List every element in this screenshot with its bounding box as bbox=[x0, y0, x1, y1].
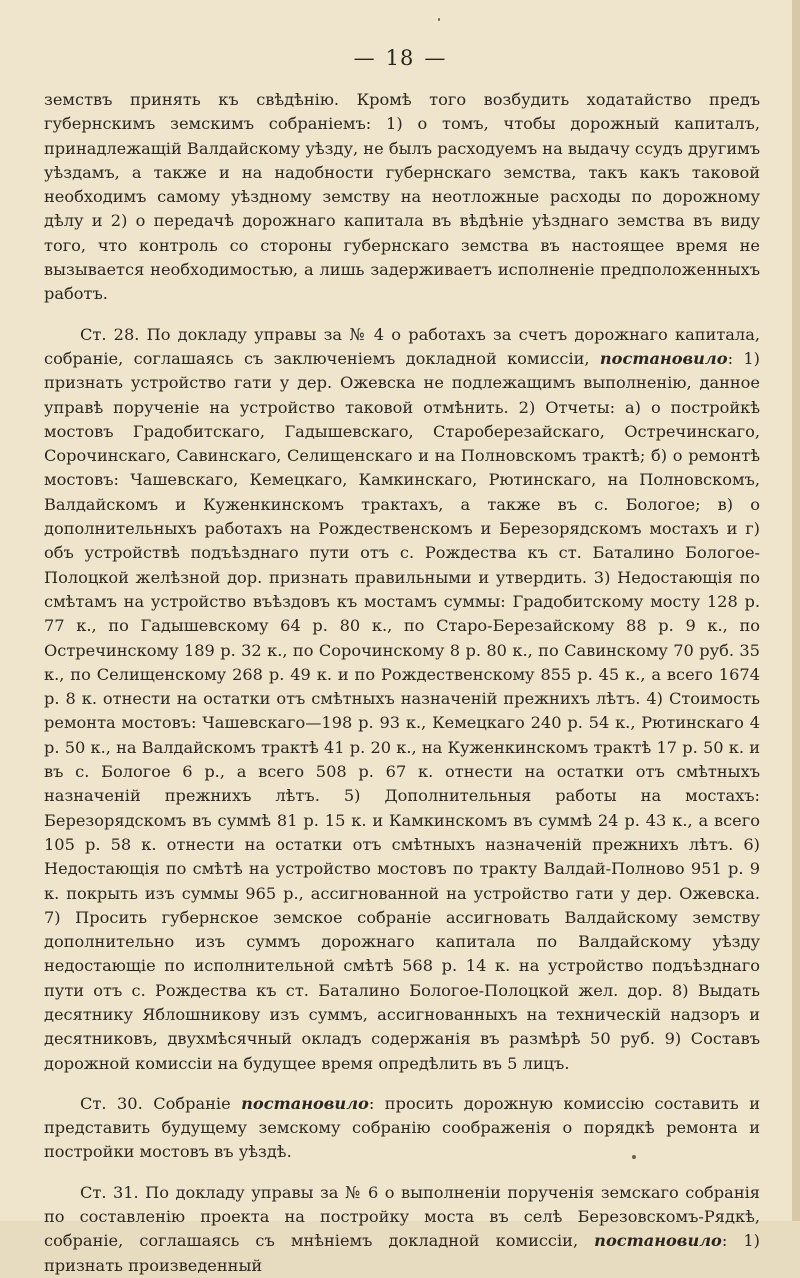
ink-speck bbox=[632, 1155, 636, 1159]
paragraph-text: Ст. 28. По докладу управы за № 4 о работахъ за счетъ дорожнаго капитала, собраніе, соглашаясь съ заключеніемъ докладной комиссіи, bbox=[44, 324, 760, 368]
paragraph-text: : 1) признать устройство гати у дер. Ожевска не подлежащимъ выполненію, данное управѣ порученіе на устройство таковой отмѣнить. 2) Отчеты: а) о постройкѣ мостовъ Градобитскаго, Гадышевскаго, Староберезайскаго, Остречинскаго, Сорочинскаго, Савинскаго, Селищенскаго и на Полновскомъ трактѣ; б) о ремонтѣ мостовъ: Чашевскаго, Кемецкаго, Камкинскаго, Рютинскаго, на Полновскомъ, Валдайскомъ и Куженкинскомъ трактахъ, а также въ с. Бологое; в) о дополнительныхъ работахъ на Рождественскомъ и Березорядскомъ мостахъ и г) объ устройствѣ подъѣзднаго пути отъ с. Рождества къ ст. Баталино Бологое-Полоцкой желѣзной дор. признать правильными и утвердить. 3) Недостающія по смѣтамъ на устройство въѣздовъ къ мостамъ суммы: Градобитскому мосту 128 р. 77 к., по Гадышевскому 64 р. 80 к., по Старо-Березайскому 88 р. 9 к., по Остречинскому 189 р. 32 к., по Сорочинскому 8 р. 80 к., по Савинскому 70 руб. 35 к., по Селищенскому 268 р. 49 к. и по Рождественскому 855 р. 45 к., а всего 1674 р. 8 к. отнести на остатки отъ смѣтныхъ назначеній прежнихъ лѣтъ. 4) Стоимость ремонта мостовъ: Чашевскаго—198 р. 93 к., Кемецкаго 240 р. 54 к., Рютинскаго 4 р. 50 к., на Валдайскомъ трактѣ 41 р. 20 к., на Куженкинскомъ трактѣ 17 р. 50 к. и въ с. Бологое 6 р., а всего 508 р. 67 к. отнести на остатки отъ смѣтныхъ назначеній прежнихъ лѣтъ. 5) Дополнительныя работы на мостахъ: Березорядскомъ въ суммѣ 81 р. 15 к. и Камкинскомъ въ суммѣ 24 р. 43 к., а всего 105 р. 58 к. отнести на остатки отъ смѣтныхъ назначеній прежнихъ лѣтъ. 6) Недостающія по смѣтѣ на устройство мостовъ по тракту Валдай-Полново 951 р. 9 к. покрыть изъ суммы 965 р., ассигнованной на устройство гати у дер. Ожевска. 7) Просить губернское земское собраніе ассигновать Валдайскому земству дополнительно изъ суммъ дорожнаго капитала по Валдайскому уѣзду недостающіе по исполнительной смѣтѣ 568 р. 14 к. на устройство подъѣзднаго пути отъ с. Рождества къ ст. Баталино Бологое-Полоцкой жел. дор. 8) Выдать десятнику Яблошникову изъ суммъ, ассигнованныхъ на техническій надзоръ и десятниковъ, двухмѣсячный окладъ содержанія въ размѣрѣ 50 руб. 9) Составъ дорожной комиссіи на будущее время опредѣлить въ 5 лицъ. bbox=[44, 348, 760, 1073]
dash-left: — bbox=[353, 46, 376, 70]
paragraph-text: земствъ принять къ свѣдѣнію. Кромѣ того возбудить ходатайство предъ губернскимъ земскимъ собраніемъ: 1) о томъ, чтобы дорожный капиталъ, принадлежащій Валдайскому уѣзду, не былъ расходуемъ на выдачу ссудъ другимъ уѣздамъ, а также и на надобности губернскаго земства, такъ какъ таковой необходимъ самому уѣздному земству на неотложные расходы по дорожному дѣлу и 2) о передачѣ дорожнаго капитала въ вѣдѣніе уѣзднаго земства въ виду того, что контроль со стороны губернскаго земства въ настоящее время не вызывается необходимостью, а лишь задерживаетъ исполненіе предположенныхъ работъ. bbox=[44, 90, 760, 304]
paragraph-continuation bbox=[44, 88, 760, 307]
paragraph-text: Ст. 30. Собраніе bbox=[80, 1093, 242, 1113]
paragraph-article-30 bbox=[44, 1092, 760, 1165]
paragraph-article-31 bbox=[44, 1181, 760, 1278]
emphasis-resolved: постановило bbox=[599, 348, 728, 368]
dash-right: — bbox=[424, 46, 447, 70]
paragraph-text: : 1) признать произведенный bbox=[44, 1231, 760, 1275]
paragraph-text: : просить дорожную комиссію составить и представить будущему земскому собранію соображенія о порядкѣ ремонта и постройки мостовъ въ уѣздѣ. bbox=[44, 1093, 760, 1162]
emphasis-resolved: постановило bbox=[241, 1093, 369, 1113]
paragraph-text: Ст. 31. По докладу управы за № 6 о выполненіи порученія земскаго собранія по составленію проекта на постройку моста въ селѣ Березовскомъ-Рядкѣ, собраніе, соглашаясь съ мнѣніемъ докладной комиссіи, bbox=[44, 1182, 760, 1251]
page-number-line bbox=[0, 46, 800, 70]
emphasis-resolved: постановило bbox=[594, 1231, 722, 1251]
page-edge bbox=[792, 0, 800, 1221]
body-text bbox=[44, 88, 760, 1278]
ink-speck bbox=[438, 18, 440, 21]
page-number: 18 bbox=[385, 46, 415, 70]
paragraph-article-28 bbox=[44, 323, 760, 1076]
